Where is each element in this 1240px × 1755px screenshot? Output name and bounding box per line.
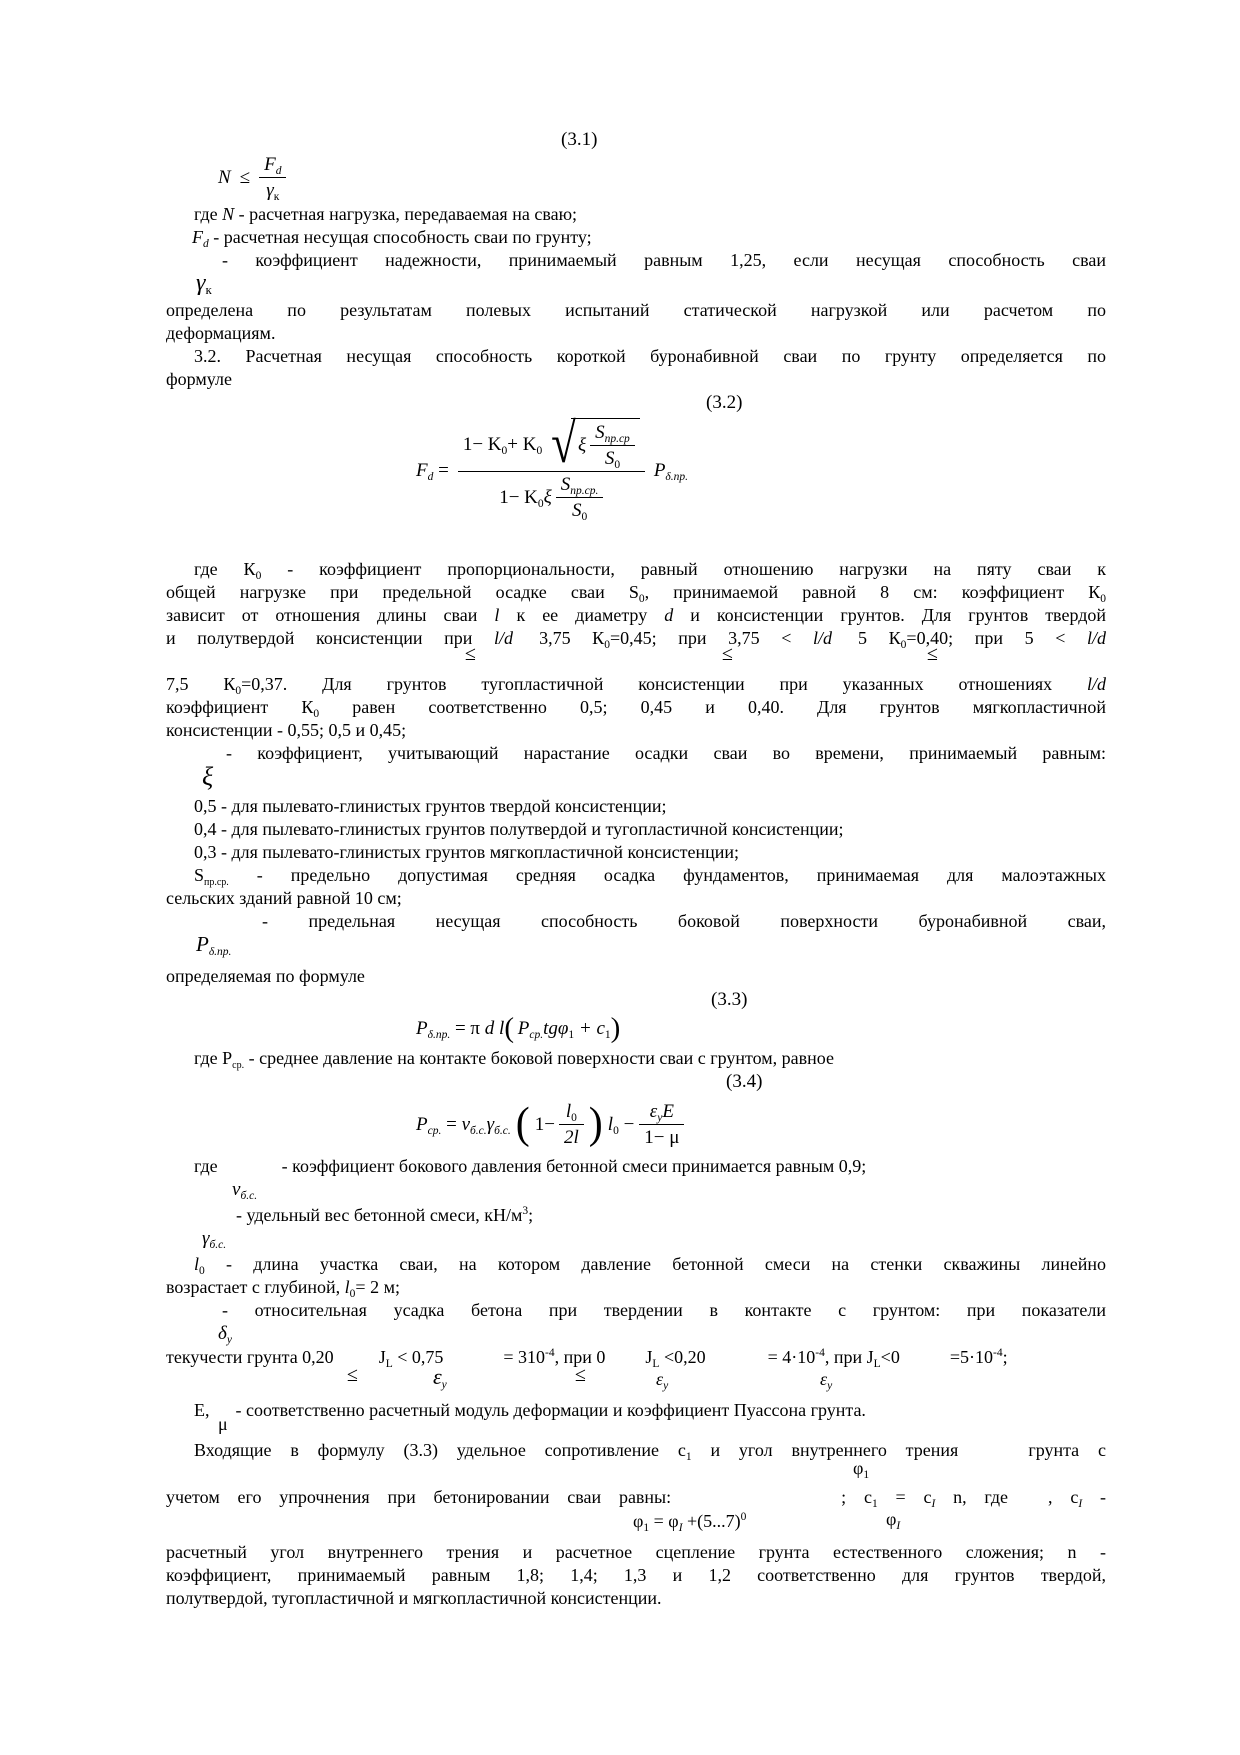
text-line-koeff-k0: коэффициент $К_0$ равен соответственно 0,5; 0,45 и 0,40. Для грунтов мягкопластичной <box>166 697 1106 720</box>
symbol-eps-y: $\varepsilon_y$ <box>820 1369 833 1392</box>
left-paren: ( <box>504 1012 513 1044</box>
text-line-uchetom: учетом его упрочнения при бетонировании сваи равны: ; $с_1 = с_I$ n, где , $с_I$ - <box>166 1487 1106 1510</box>
text-line-vhodyashie: Входящие в формулу (3.3) удельное сопротивление $с_1$ и угол внутреннего трения грунта с <box>194 1440 1106 1463</box>
symbol-gamma-k: $\gamma_к$ <box>196 270 212 297</box>
text-line-predelnaya: - предельная несущая способность боковой поверхности буронабивной сваи, <box>262 911 1106 931</box>
less-equal-symbol: ≤ <box>239 166 251 188</box>
fraction: $1- K_0+ K_0$ √ ξ $\frac{S_{пр.ср}}{S_0}$ $1- K_0\xi$ $\frac{S_{пр.ср.}}{S_0}$ <box>458 418 645 522</box>
text-line-e-mu: Е, - соответственно расчетный модуль деформации и коэффициент Пуассона грунта. μ <box>194 1400 866 1434</box>
text-line-where-n: где N - расчетная нагрузка, передаваемая на сваю; <box>194 204 578 224</box>
text-line-psr-desc: где $Р_{ср.}$ - среднее давление на контакте боковой поверхности сваи с грунтом, равное <box>194 1048 835 1071</box>
text-line-03: 0,3 - для пылевато-глинистых грунтов мягкопластичной консистенции; <box>194 842 739 862</box>
radical-sign: √ <box>551 413 576 475</box>
leq-symbols-row <box>166 643 1106 673</box>
math-var: l <box>344 1277 350 1297</box>
math-var: N <box>222 204 235 224</box>
text-line-final: полутвердой, тугопластичной и мягкопластичной консистенции. <box>166 1588 662 1608</box>
math-var: l <box>499 1018 505 1039</box>
formula-3-2 <box>166 414 1106 526</box>
math-lhs: $P_{ср.} = \nu_{б.с.}\gamma_{б.с.}$ <box>416 1113 511 1137</box>
math-var: ν <box>232 1179 241 1200</box>
less-equal-symbol: ≤ <box>927 643 938 665</box>
math-var: l <box>494 605 500 625</box>
phi-formula-row <box>166 1509 1106 1541</box>
math-var: l/d <box>1086 674 1106 694</box>
math-var: γ <box>202 1228 210 1249</box>
fraction: $\frac{F_d}{\gamma_к}$ <box>259 153 286 202</box>
text-line-koefficient: коэффициент, принимаемый равным 1,8; 1,4; 1,3 и 1,2 соответственно для грунтов твердой, <box>166 1565 1106 1585</box>
symbol-p-dpr: $P_{\delta.пр.}$ <box>196 932 232 958</box>
text-line-nu-desc: где - коэффициент бокового давления бетонной смеси принимается равным 0,9; <box>194 1156 867 1176</box>
symbol-phi1: $\varphi_1$ <box>853 1458 870 1481</box>
math-var: d <box>484 1018 495 1039</box>
math-var: P <box>196 932 209 956</box>
eq-number-3-1: (3.1) <box>561 129 598 150</box>
text-line-xi-desc: - коэффициент, учитывающий нарастание осадки сваи во времени, принимаемый равным: <box>226 743 1106 763</box>
text-line-usadka: - относительная усадка бетона при твердении в контакте с грунтом: при показатели <box>222 1300 1106 1320</box>
eq-number-3-4: (3.4) <box>726 1071 763 1092</box>
text-line-konsist: консистенции - 0,55; 0,5 и 0,45; <box>166 720 407 740</box>
text-line-k0-2: общей нагрузке при предельной осадке сваи $S_0$, принимаемой равной 8 см: коэффициент $К_0$ <box>166 582 1106 605</box>
text-line-k0-3: зависит от отношения длины сваи l к ее диаметру d и консистенции грунтов. Для грунтов твердой <box>166 605 1106 625</box>
math-var: ξ <box>202 762 214 791</box>
text-line-raschetny: расчетный угол внутреннего трения и расчетное сцепление грунта естественного сложения; n - <box>166 1542 1106 1562</box>
text-line-75: 7,5 $К_0=0,37$. Для грунтов тугопластичной консистенции при указанных отношениях l/d <box>166 674 1106 697</box>
math-rhs: $P_{\delta.пр.}$ <box>653 459 689 483</box>
math-var: P <box>416 1018 428 1039</box>
text-line-sprsr: $S_{пр.ср.}$ - предельно допустимая средняя осадка фундаментов, принимаемая для малоэтажных <box>194 865 1106 888</box>
formula-3-4: $P_{ср.} = \nu_{б.с.}\gamma_{б.с.}$ ( 1− $\frac{l_0}{2l}$ ) $l_0$ − $\frac{\varepsilon_yE}{1- \mu}$ <box>166 1093 1106 1155</box>
text-line-k0-1: где $К_0$ - коэффициент пропорциональности, равный отношению нагрузки на пяту сваи к <box>194 559 1106 582</box>
fraction: $\frac{S_{пр.ср.}}{S_0}$ <box>556 473 604 522</box>
text-line-gamma-desc: - коэффициент надежности, принимаемый равным 1,25, если несущая способность сваи <box>222 250 1106 270</box>
fraction: $\frac{S_{пр.ср}}{S_0}$ <box>590 421 635 470</box>
square-root <box>548 413 640 475</box>
eps-symbols-row <box>166 1364 1106 1399</box>
text-line-k0-4: и полутвердой консистенции при l/d 3,75 $К_0=0,45$; при 3,75 < l/d 5 $К_0=0,40$; при 5 < l/d <box>166 628 1106 651</box>
text-line-l0-1: $l_0$ - длина участка сваи, на котором давление бетонной смеси на стенки скважины линейно <box>194 1254 1106 1277</box>
math-var: l/d <box>813 628 833 648</box>
text-line-deformaciyam: деформациям. <box>166 323 276 343</box>
formula-3-1 <box>166 151 1106 203</box>
phi1-symbol-row <box>166 1458 1106 1486</box>
less-equal-symbol: ≤ <box>465 643 476 665</box>
formula-phi1: $\varphi_1 = \varphi_I +(5...7)^0$ <box>633 1511 747 1534</box>
text-line-tekuchesti: текучести грунта 0,20 $J_L < 0,75 = 310^{-4}$, при 0 $J_L <0,20 = 4\cdot 10^{-4}$, при $J_L<0 =5\cdot 10^{-4}$; <box>166 1347 1008 1370</box>
math-var: F <box>192 227 203 247</box>
math-var: ξ <box>577 435 587 456</box>
symbol-eps-y: $\varepsilon_y$ <box>656 1369 669 1392</box>
math-var: l/d <box>1086 628 1106 648</box>
math-lhs: $F_d$ = <box>416 459 449 483</box>
math-var: δ <box>218 1323 227 1344</box>
text-line-selskih: сельских зданий равной 10 см; <box>166 888 402 908</box>
text-line-formule: формуле <box>166 369 232 389</box>
text-line-opredelyaemaya: определяемая по формуле <box>166 966 365 986</box>
math-var: N <box>218 166 231 188</box>
symbol-gamma-bs: $\gamma_{б.с.}$ <box>202 1228 227 1251</box>
symbol-eps-y: $\varepsilon_y$ <box>433 1364 447 1391</box>
eq-number-3-2: (3.2) <box>706 392 743 413</box>
text-line-opredelena: определена по результатам полевых испытаний статической нагрузкой или расчетом по <box>166 300 1106 320</box>
right-paren: ) <box>610 1012 620 1044</box>
math-var: P <box>517 1018 530 1039</box>
eq-number-3-3: (3.3) <box>711 989 748 1010</box>
less-equal-symbol: ≤ <box>347 1364 358 1386</box>
text-line-udelny-ves: - удельный вес бетонной смеси, $кН/м^3$; <box>236 1205 534 1225</box>
math-var: l <box>194 1254 200 1274</box>
symbol-delta-y: $\delta_y$ <box>218 1323 232 1346</box>
formula-3-3: $P_{\delta.пр.} = \pi$ d l( $P_{ср.}tg\varphi_1 + c_1$) <box>416 1012 620 1044</box>
symbol-mu: μ <box>218 1414 228 1434</box>
math-var: l/d <box>494 628 514 648</box>
text-line-section-32: 3.2. Расчетная несущая способность короткой буронабивной сваи по грунту определяется по <box>194 346 1106 366</box>
fraction: $\frac{\varepsilon_yE}{1- \mu}$ <box>639 1100 684 1149</box>
text-line-fd: $F_d$ - расчетная несущая способность сваи по грунту; <box>192 227 592 250</box>
text-line-04: 0,4 - для пылевато-глинистых грунтов полутвердой и тугопластичной консистенции; <box>194 819 844 839</box>
math-var: d <box>664 605 674 625</box>
fraction: $\frac{l_0}{2l}$ <box>559 1100 584 1149</box>
symbol-phi-I: $\varphi_I$ <box>886 1509 901 1532</box>
less-equal-symbol: ≤ <box>722 643 733 665</box>
symbol-nu-bs: $\nu_{б.с.}$ <box>232 1179 258 1202</box>
symbol-xi <box>166 762 1106 795</box>
less-equal-symbol: ≤ <box>575 1364 586 1386</box>
math-var: γ <box>196 270 206 296</box>
text-line-05: 0,5 - для пылевато-глинистых грунтов твердой консистенции; <box>194 796 667 816</box>
text-line-l0-2: возрастает с глубиной, $l_0= 2$ м; <box>166 1277 400 1300</box>
